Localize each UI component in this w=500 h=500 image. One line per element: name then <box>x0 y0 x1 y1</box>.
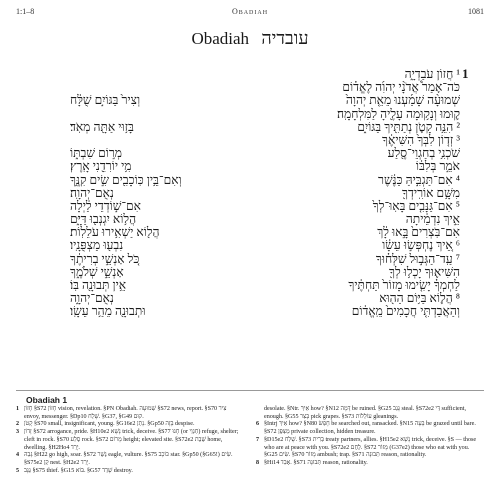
verse-line-left-colon: מִ֥י יוֹרִדֵ֖נִי אָֽרֶץ׃ <box>70 159 132 174</box>
verse-line-right-colon: ⁸ הֲל֛וֹא בַּיּ֥וֹם הַה֖וּא <box>379 291 460 306</box>
note-verse-number: 6 <box>256 421 260 428</box>
note-verse-number: 1 <box>16 406 20 412</box>
verse-line-left-colon: וְאִם־בֵּ֥ין כּֽוֹכָבִ֖ים שִׂ֣ים קִנֶּ֑ךָ <box>70 172 182 187</box>
book-title-english: Obadiah <box>191 29 250 48</box>
notes-column-right <box>256 406 484 468</box>
verse-line-right-colon: ⁶ אֵ֚יךְ נֶחְפְּשׂ֣וּ עֵשָׂ֔ו <box>382 238 460 253</box>
verse-line-left-colon: מְר֣וֹם שִׁבְתּ֑וֹ <box>70 146 123 161</box>
note-text: חָזוֹן §S72 חָזוֹן vision, revelation. §PN Obadiah. שְׁמוּעָה §S72 news, report. §S70 צִיר envoy, messenger. §Dp10 שָׁלַח. §G37, §G49 קוּם. <box>24 406 227 420</box>
verse-line-right-colon: אֵ֣יךְ נִדְמֵ֔יתָה <box>405 212 460 227</box>
notes-heading: Obadiah 1 <box>26 395 68 405</box>
note-verse-number: 8 <box>256 459 260 466</box>
running-head-book: Obadiah <box>231 7 269 16</box>
verse-line-left-colon: וּתְבוּנָ֖ה מֵהַ֥ר עֵשָֽׂו׃ <box>70 304 146 319</box>
verse-line-left-colon: נִבְע֖וּ מַצְפֻּנָֽיו׃ <box>70 238 124 253</box>
chapter-number: 1 <box>462 66 469 81</box>
note-verse-number: 4 <box>16 452 20 459</box>
running-head <box>16 7 484 19</box>
verse-line-left-colon: כֹּ֚ל אַנְשֵׁ֣י בְרִיתֶ֔ךָ <box>70 251 140 266</box>
note-text: קָטֹן §S70 small, insignificant, young. §G16e2 נָתַן. §Gp50 בָּזָה despise. <box>24 421 195 428</box>
lexical-note <box>16 452 243 467</box>
hebrew-text-block <box>70 68 460 386</box>
verse-line-left-colon: הֲל֖וֹא יַשְׁאִ֥ירוּ עֹלֵלֽוֹת׃ <box>70 225 160 240</box>
note-text: §Intrj אֵיךְ how? §N80 חָפַשׂ be searched out, ransacked. §N15 בָּעָה be grazed until bare. §S72 מַצְפֻּן private collection, hidden treasure. <box>264 421 476 436</box>
lexical-note <box>256 460 484 468</box>
lexical-note <box>16 406 243 421</box>
verse-line <box>70 108 460 121</box>
verse-line-left-colon: נְאֻם־יְהוָ֑ה <box>70 291 114 306</box>
note-text: גַּנָּב §S75 thief. §G15 בּוֹא. §G57 שָׁדַד destroy. <box>24 467 133 474</box>
page-number: 1081 <box>468 7 484 16</box>
verse-line-left-colon: אַנְשֵׁ֣י שְׁלֹמֶ֑ךָ <box>70 264 124 279</box>
verse-line <box>70 239 460 252</box>
book-title <box>0 28 500 49</box>
verse-line-right-colon: ³ זְד֤וֹן לִבְּךָ֙ הִשִּׁיאֶ֔ךָ <box>382 132 460 147</box>
verse-line-right-colon: כֹּה־אָמַר֩ אֲדֹנָ֨י יְהוִ֜ה לֶאֱד֗וֹם <box>342 80 460 95</box>
verse-line-right-colon: אִם־בֹּֽצְרִים֙ בָּ֣אוּ לָ֔ךְ <box>377 225 460 240</box>
notes-column-left <box>16 406 243 475</box>
verse-line-left-colon: נְאֻם־יְהוָֽה׃ <box>70 185 114 200</box>
book-title-hebrew: עובדיה <box>261 28 309 48</box>
note-text: זָדוֹן §S72 arrogance, pride. §H10e2 נָשָׁא trick, deceive. §S77 חָגוּ (or חַגְוֵי) refuge, shelter; cleft in rock. §S70 סֶלַע rock. §S72 מָרוֹם height; elevated site. §S72e2 שֶׁבֶת home, dwelling. §H2Ho4 יָרַד. <box>24 429 239 451</box>
verse-line-left-colon: בָּז֥וּי אַתָּ֖ה מְאֹֽד׃ <box>70 119 134 134</box>
verse-line-right-colon: שֹׁכְנִ֥י בְחַגְוֵי־סֶ֖לַע <box>387 146 460 161</box>
verse-line-right-colon: הִשִּׁיא֛וּךָ יָכְל֥וּ לְךָ֖ <box>388 264 460 279</box>
verse-line-right-colon: אֹמֵ֣ר בְּלִבּ֔וֹ <box>415 159 460 174</box>
note-verse-number: 2 <box>16 421 20 428</box>
lexical-note <box>16 468 243 476</box>
lexical-note <box>16 421 243 429</box>
note-text: §D15e2 שָׁלַח. §S73 בְּרִית treaty partners, allies. §H15e2 נָשָׁא trick, deceive. §S — those who are at peace with you. §S72e2 לֶחֶם. §S72 מָזוֹר (G37e2) those who eat with you. §G25 שִׂים. §S70 מָזוֹר ambush; trap. §S71 תְּבוּנָה reason, rationality. <box>264 436 477 459</box>
verse-line-right-colon: ² הִנֵּ֥ה קָטֹ֛ן נְתַתִּ֖יךָ בַּגּוֹיִ֑ם <box>357 119 460 134</box>
verse-line <box>70 94 460 107</box>
note-verse-number: 7 <box>256 436 260 443</box>
verse-line <box>70 253 460 266</box>
verse-line <box>70 174 460 187</box>
verse-line-right-colon: ⁴ אִם־תַּגְבִּ֣יהַּ כַּנֶּ֔שֶׁר <box>378 172 460 187</box>
verse-line-right-colon: שְׁמוּעָ֨ה שָׁמַ֜עְנוּ מֵאֵ֤ת יְהוָה֙ <box>345 93 460 108</box>
verse-line-right-colon: ק֛וּמוּ וְנָק֥וּמָה עָלֶ֖יהָ לַמִּלְחָמָֽה׃ <box>337 106 460 121</box>
verse-line-right-colon: ⁵ אִם־גַּנָּבִ֤ים בָּאֽוּ־לְךָ֙ <box>372 198 460 213</box>
verse-line-left-colon: אִם־שׁ֣וֹדְדֵי לַ֔יְלָה <box>70 198 141 213</box>
running-head-reference: 1:1–8 <box>16 7 35 16</box>
verse-line-left-colon: אֵ֥ין תְּבוּנָ֖ה בּֽוֹ׃ <box>70 278 127 292</box>
verse-line <box>70 121 460 134</box>
lexical-note <box>16 429 243 452</box>
verse-line-left-colon: וְצִיר֙ בַּגּוֹיִ֣ם שֻׁלָּ֔ח <box>70 93 141 108</box>
lexical-note <box>256 406 484 421</box>
verse-line-right-colon: מִשָּׁ֥ם אוֹרִֽידְךָ֖ <box>402 185 460 200</box>
lexical-note <box>256 437 484 460</box>
note-text: desolate. §Ntr. אֵיךְ how? §N12 דָּמָה be ruined. §G25 גָּנַב steal. §S72e2 דַּי sufficient, enough. §G55 בָּצַר pick grapes. §S73 עוֹלֵלוֹת gleanings. <box>264 406 466 420</box>
note-verse-number: 3 <box>16 429 20 436</box>
notes-divider <box>16 390 484 391</box>
verse-line-right-colon: ⁷ עַֽד־הַגְּב֣וּל שִׁלְּח֗וּךָ <box>375 251 460 266</box>
note-verse-number: 5 <box>16 467 20 474</box>
note-text: גָּבַהּ §H22 go high, soar. §S72 נֶשֶׁר eagle, vulture. §S75 כּוֹכָב star. §Gp50 (§G65!) שִׂים. §S75e2 קֵן nest. §H2e2 יָרַד. <box>24 452 233 466</box>
verse-line-right-colon: וְהַאֲבַדְתִּ֤י חֲכָמִים֙ מֵֽאֱד֔וֹם <box>351 304 460 319</box>
verse-line-left-colon: הֲל֥וֹא יִגְנְב֖וּ דַּיָּ֑ם <box>70 212 137 227</box>
verse-line <box>70 305 460 318</box>
verse-line <box>70 160 460 173</box>
note-text: §Hi14 אָבַד. §S71 תְּבוּנָה reason, rationality. <box>264 459 368 466</box>
verse-line <box>70 187 460 200</box>
lexical-note <box>256 421 484 436</box>
verse-line-right-colon: לַחְמְךָ֗ יָשִׂ֤ימוּ מָזוֹר֙ תַּחְתֶּ֔יךָ <box>348 278 460 292</box>
verse-line-right-colon: ¹ חֲזוֹן עֹבַדְיָ֑ה <box>404 67 460 81</box>
